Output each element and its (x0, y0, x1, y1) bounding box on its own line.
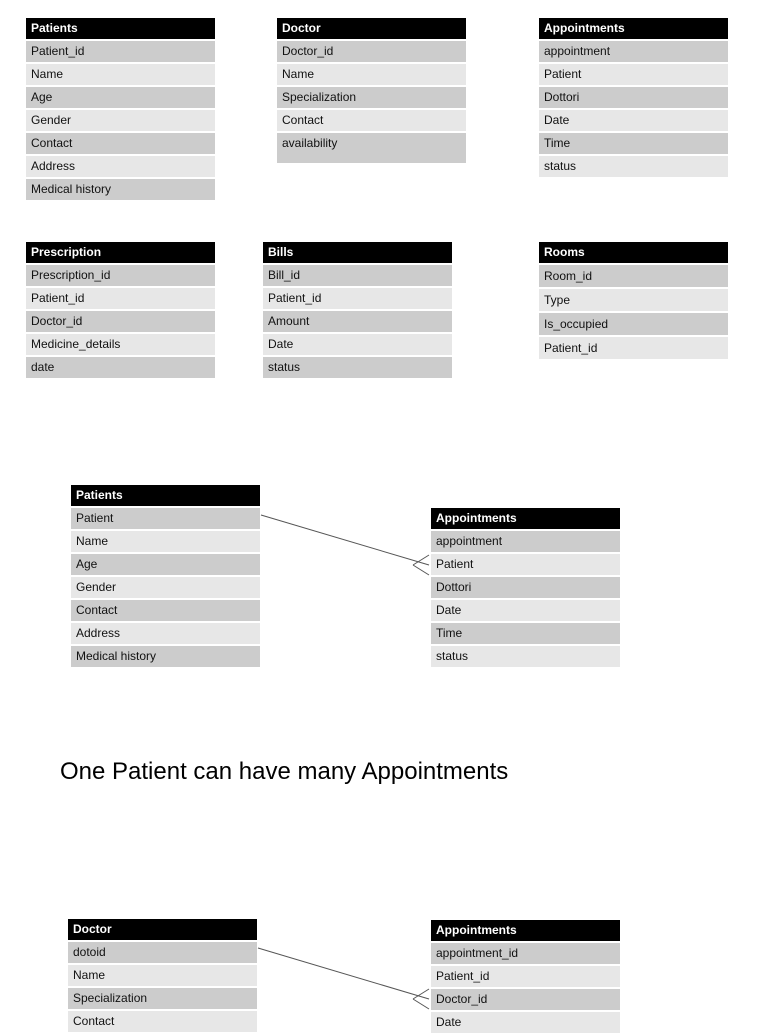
table-row: date (26, 357, 215, 380)
table-row: Time (539, 133, 728, 156)
table-row: Time (431, 623, 620, 646)
table-row: status (539, 156, 728, 179)
table-row: Patient (539, 64, 728, 87)
table-row: status (431, 646, 620, 669)
table-row: Doctor_id (26, 311, 215, 334)
table-row: Address (26, 156, 215, 179)
table-row: Is_occupied (539, 313, 728, 337)
table-row: Date (431, 1012, 620, 1035)
table-row: Gender (26, 110, 215, 133)
table-row: Patient_id (431, 966, 620, 989)
relation1-connector (261, 515, 429, 575)
table-row: Age (71, 554, 260, 577)
table-row: appointment (431, 531, 620, 554)
table-row: Contact (68, 1011, 257, 1034)
table-row: Dottori (539, 87, 728, 110)
table-header: Patients (71, 485, 260, 508)
table-header: Appointments (431, 920, 620, 943)
table-row: Type (539, 289, 728, 313)
table-row: Medical history (26, 179, 215, 202)
table-row: Patient (431, 554, 620, 577)
relation1-patients-table (71, 485, 260, 669)
table-row: Patient_id (539, 337, 728, 361)
table-row: Doctor_id (277, 41, 466, 64)
table-row: status (263, 357, 452, 380)
relation2-appointments-table (431, 920, 620, 1035)
table-header: Prescription (26, 242, 215, 265)
table-row: dotoid (68, 942, 257, 965)
table-row: Specialization (68, 988, 257, 1011)
table-header: Appointments (539, 18, 728, 41)
table-row: Address (71, 623, 260, 646)
table-row: Contact (26, 133, 215, 156)
relation1-appointments-table (431, 508, 620, 669)
table-row: Dottori (431, 577, 620, 600)
bills-table (263, 242, 452, 380)
table-header: Doctor (277, 18, 466, 41)
table-row: Date (539, 110, 728, 133)
rooms-table (539, 242, 728, 361)
table-header: Doctor (68, 919, 257, 942)
prescription-table (26, 242, 215, 380)
table-row: availability (277, 133, 466, 165)
table-row: Patient_id (26, 41, 215, 64)
table-row: Patient_id (26, 288, 215, 311)
relationship-caption: One Patient can have many Appointments (60, 758, 509, 785)
appointments-table (539, 18, 728, 179)
doctor-table (277, 18, 466, 165)
table-row: Room_id (539, 265, 728, 289)
table-header: Rooms (539, 242, 728, 265)
relation2-connector (258, 948, 429, 1009)
table-row: Contact (71, 600, 260, 623)
table-row: Medicine_details (26, 334, 215, 357)
relation2-doctor-table (68, 919, 257, 1034)
table-row: Contact (277, 110, 466, 133)
table-row: Patient (71, 508, 260, 531)
table-row: Gender (71, 577, 260, 600)
table-header: Appointments (431, 508, 620, 531)
table-row: appointment_id (431, 943, 620, 966)
table-header: Bills (263, 242, 452, 265)
table-row: Bill_id (263, 265, 452, 288)
table-row: Prescription_id (26, 265, 215, 288)
table-row: Name (68, 965, 257, 988)
patients-table (26, 18, 215, 202)
table-row: Amount (263, 311, 452, 334)
table-row: Name (26, 64, 215, 87)
table-row: Age (26, 87, 215, 110)
table-header: Patients (26, 18, 215, 41)
table-row: Specialization (277, 87, 466, 110)
table-row: Date (431, 600, 620, 623)
table-row: Name (277, 64, 466, 87)
table-row: Date (263, 334, 452, 357)
table-row: Doctor_id (431, 989, 620, 1012)
table-row: appointment (539, 41, 728, 64)
table-row: Patient_id (263, 288, 452, 311)
table-row: Medical history (71, 646, 260, 669)
table-row: Name (71, 531, 260, 554)
